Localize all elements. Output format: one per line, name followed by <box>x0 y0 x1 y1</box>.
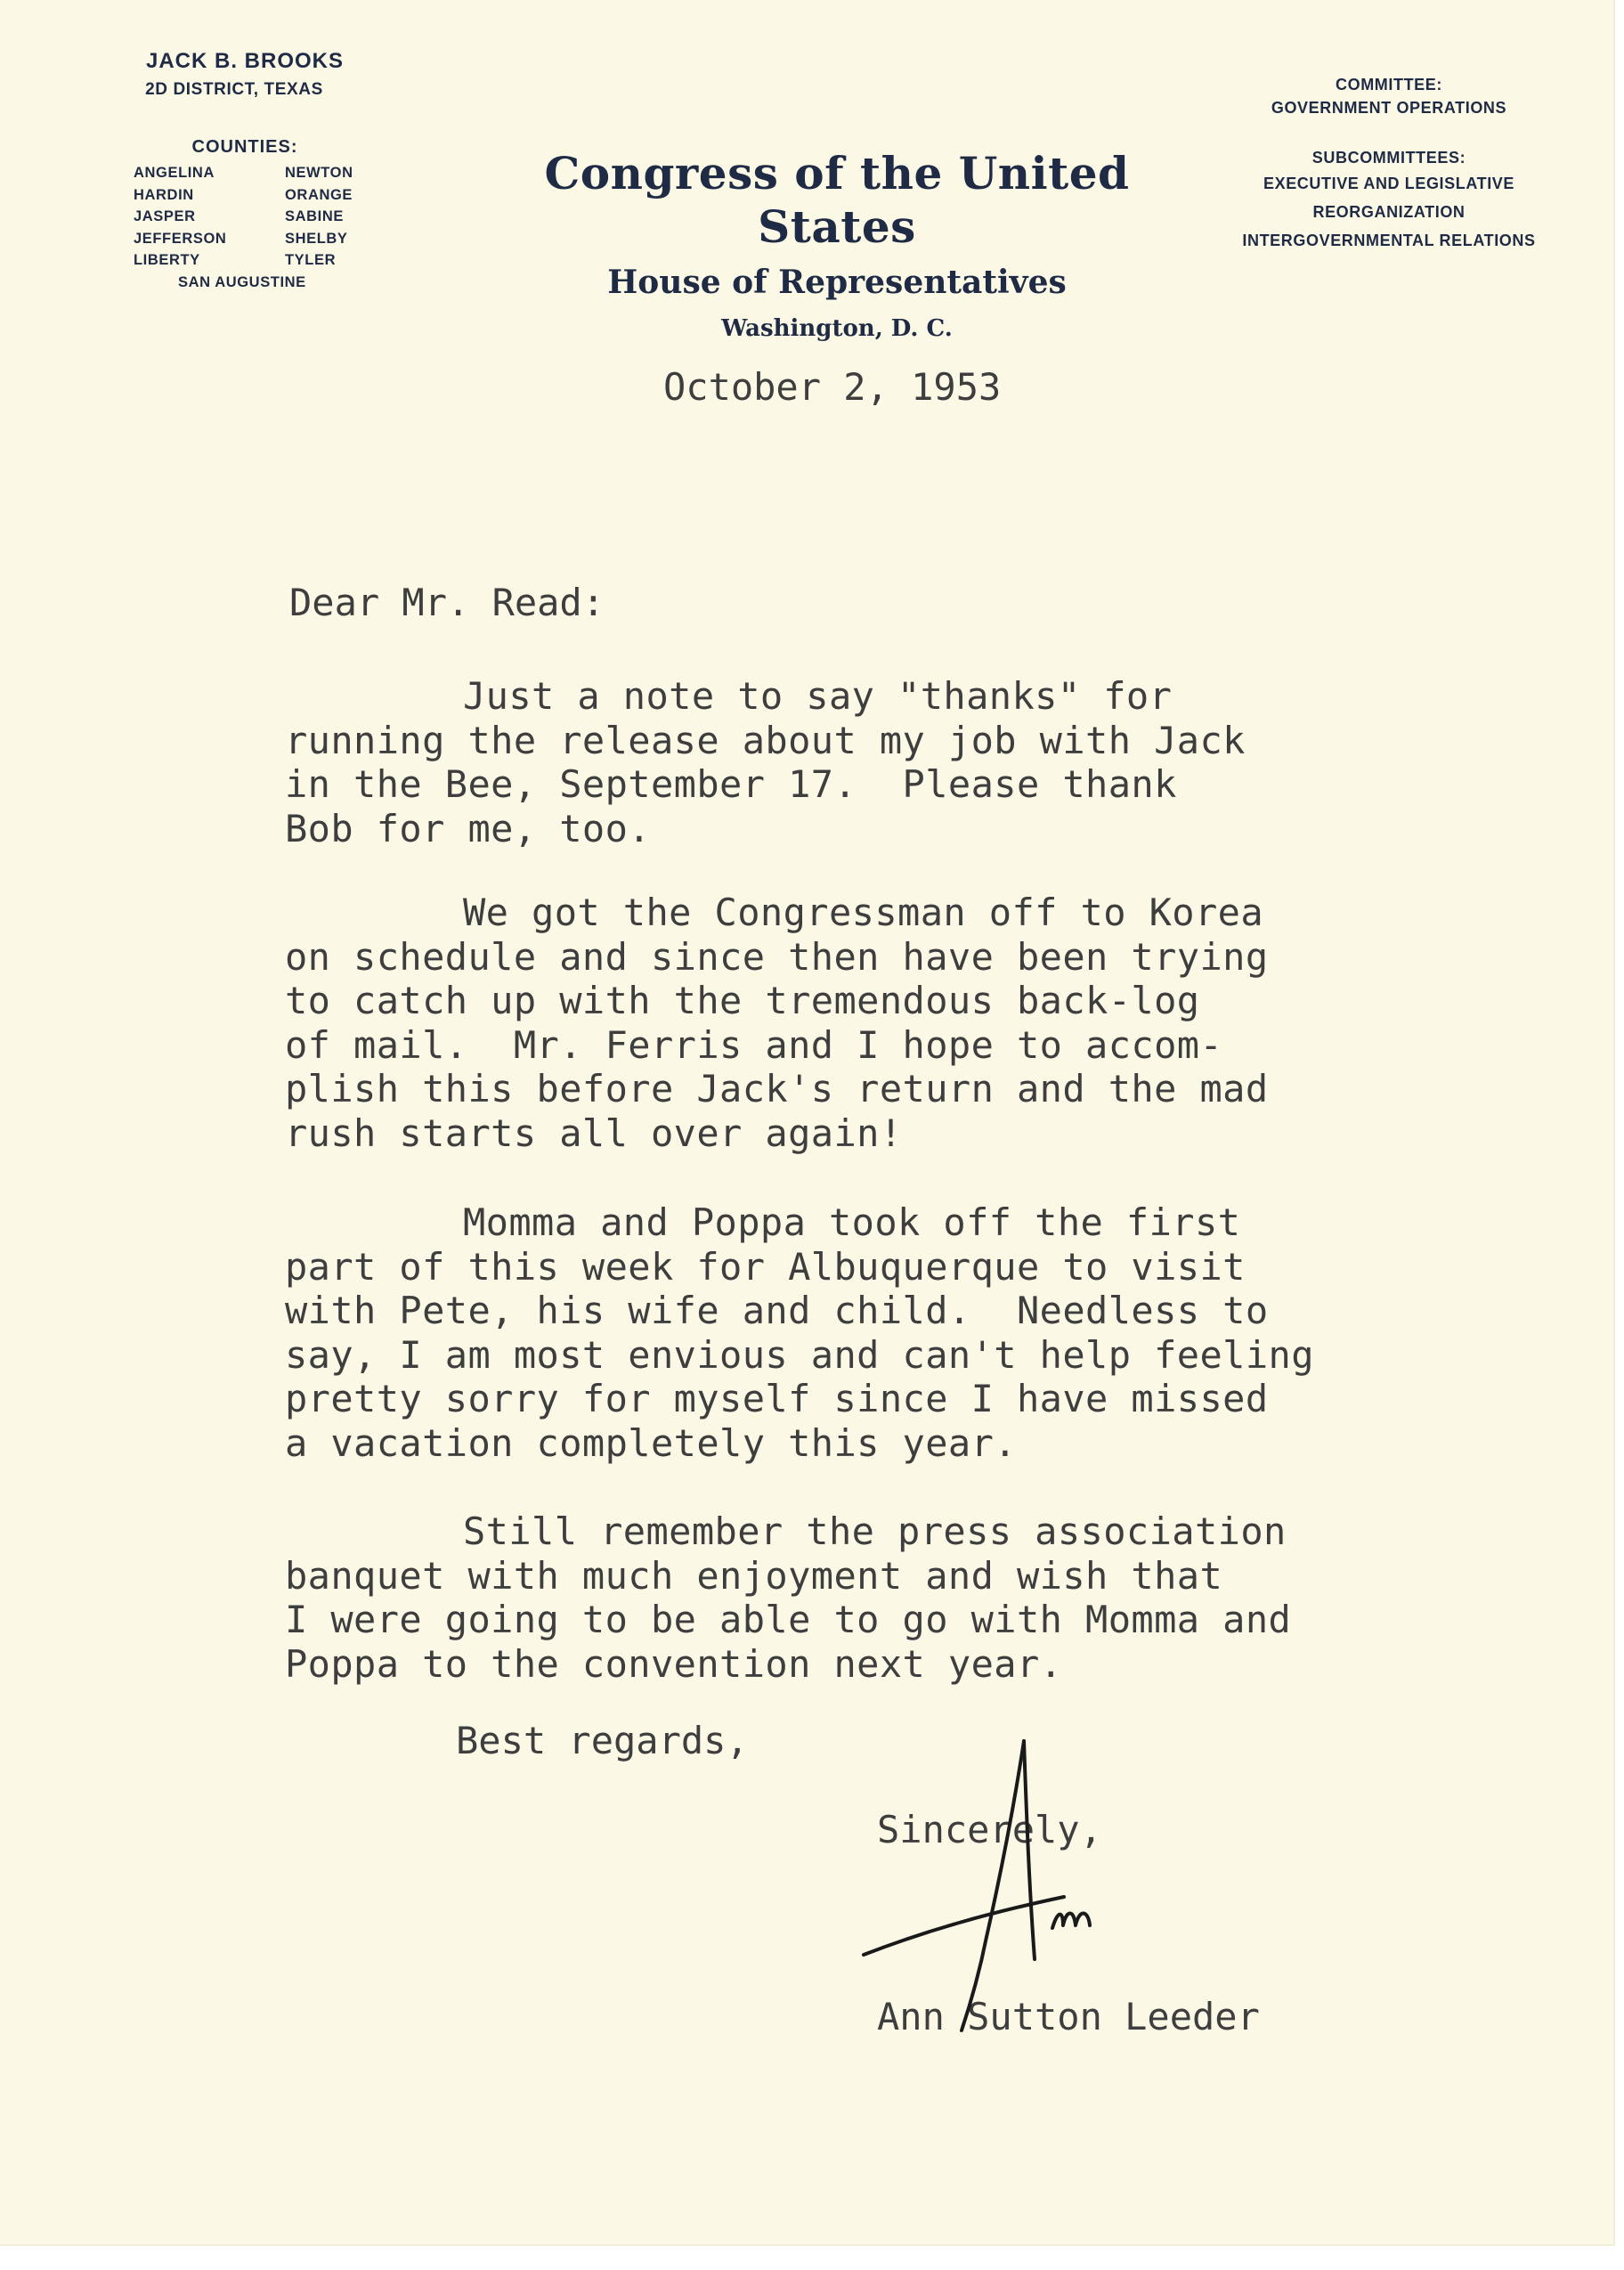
paragraph-line: pretty sorry for myself since I have missed <box>285 1377 1269 1420</box>
paragraph-line: I were going to be able to go with Momma and <box>285 1598 1292 1641</box>
paragraph-line: Poppa to the convention next year. <box>285 1641 1063 1686</box>
paragraph-line: banquet with much enjoyment and wish that <box>285 1553 1223 1598</box>
county-item: HARDIN <box>134 186 194 203</box>
letterhead-title-block <box>481 147 1193 346</box>
subcommittee-item: REORGANIZATION <box>1312 203 1466 221</box>
letter-sign-off: Sincerely, <box>877 1808 1102 1851</box>
letter-date: October 2, 1953 <box>663 365 1002 409</box>
paragraph-line: Still remember the press association <box>463 1509 1287 1553</box>
letterhead-congress: Congress of the United States <box>544 147 1130 253</box>
subcommittees-heading: SUBCOMMITTEES: <box>1311 149 1466 167</box>
paragraph-line: rush starts all over again! <box>285 1111 903 1155</box>
paragraph-line: with Pete, his wife and child. Needless to <box>285 1289 1269 1332</box>
member-district: 2D DISTRICT, TEXAS <box>145 80 323 99</box>
member-name: JACK B. BROOKS <box>145 49 345 73</box>
subcommittees-list <box>1211 169 1567 255</box>
letterhead-house: House of Representatives <box>607 264 1067 301</box>
county-item: SABINE <box>285 208 344 224</box>
paragraph-line: of mail. Mr. Ferris and I hope to accom- <box>285 1022 1223 1067</box>
letterhead-city: Washington, D. C. <box>721 315 953 342</box>
paragraph-line: Momma and Poppa took off the first <box>463 1200 1241 1244</box>
county-item: LIBERTY <box>134 252 200 268</box>
county-item: ANGELINA <box>134 165 215 181</box>
county-item: TYLER <box>285 252 337 268</box>
letterhead-committee-block <box>1211 73 1567 255</box>
county-item: NEWTON <box>285 165 353 181</box>
letter-paragraph-1 <box>285 674 1246 850</box>
letter-paragraph-4 <box>285 1509 1291 1686</box>
county-item: JASPER <box>134 208 196 224</box>
paragraph-line: in the Bee, September 17. Please thank <box>285 762 1177 806</box>
county-item: JEFFERSON <box>134 230 227 247</box>
letter-paragraph-2 <box>285 891 1269 1155</box>
committee-name: GOVERNMENT OPERATIONS <box>1271 99 1507 117</box>
paragraph-line: running the release about my job with Jack <box>285 718 1246 762</box>
counties-heading: COUNTIES: <box>191 137 298 157</box>
letter-paragraph-3 <box>285 1200 1314 1465</box>
counties-list <box>134 162 392 272</box>
handwritten-signature <box>846 1719 1131 2039</box>
paragraph-line: to catch up with the tremendous back-log <box>285 979 1200 1022</box>
paragraph-line: plish this before Jack's return and the mad <box>285 1067 1269 1111</box>
county-item: SHELBY <box>285 230 348 247</box>
paragraph-line: Bob for me, too. <box>285 806 651 850</box>
paragraph-line: say, I am most envious and can't help feeling <box>285 1332 1314 1377</box>
paragraph-line: Just a note to say "thanks" for <box>463 674 1173 718</box>
letter-closing: Best regards, <box>456 1719 749 1762</box>
paragraph-line: a vacation completely this year. <box>285 1420 1017 1465</box>
subcommittee-item: INTERGOVERNMENTAL RELATIONS <box>1242 232 1536 249</box>
county-item: SAN AUGUSTINE <box>178 273 306 290</box>
committee-heading: COMMITTEE: <box>1336 76 1442 94</box>
paragraph-line: We got the Congressman off to Korea <box>463 891 1264 934</box>
paragraph-line: on schedule and since then have been trying <box>285 934 1269 979</box>
paragraph-line: part of this week for Albuquerque to visit <box>285 1244 1246 1289</box>
signer-name: Ann Sutton Leeder <box>877 1995 1260 2038</box>
letterhead-member-block <box>98 46 392 293</box>
county-item: ORANGE <box>285 186 353 203</box>
letter-salutation: Dear Mr. Read: <box>289 581 605 624</box>
subcommittee-item: EXECUTIVE AND LEGISLATIVE <box>1263 175 1515 192</box>
